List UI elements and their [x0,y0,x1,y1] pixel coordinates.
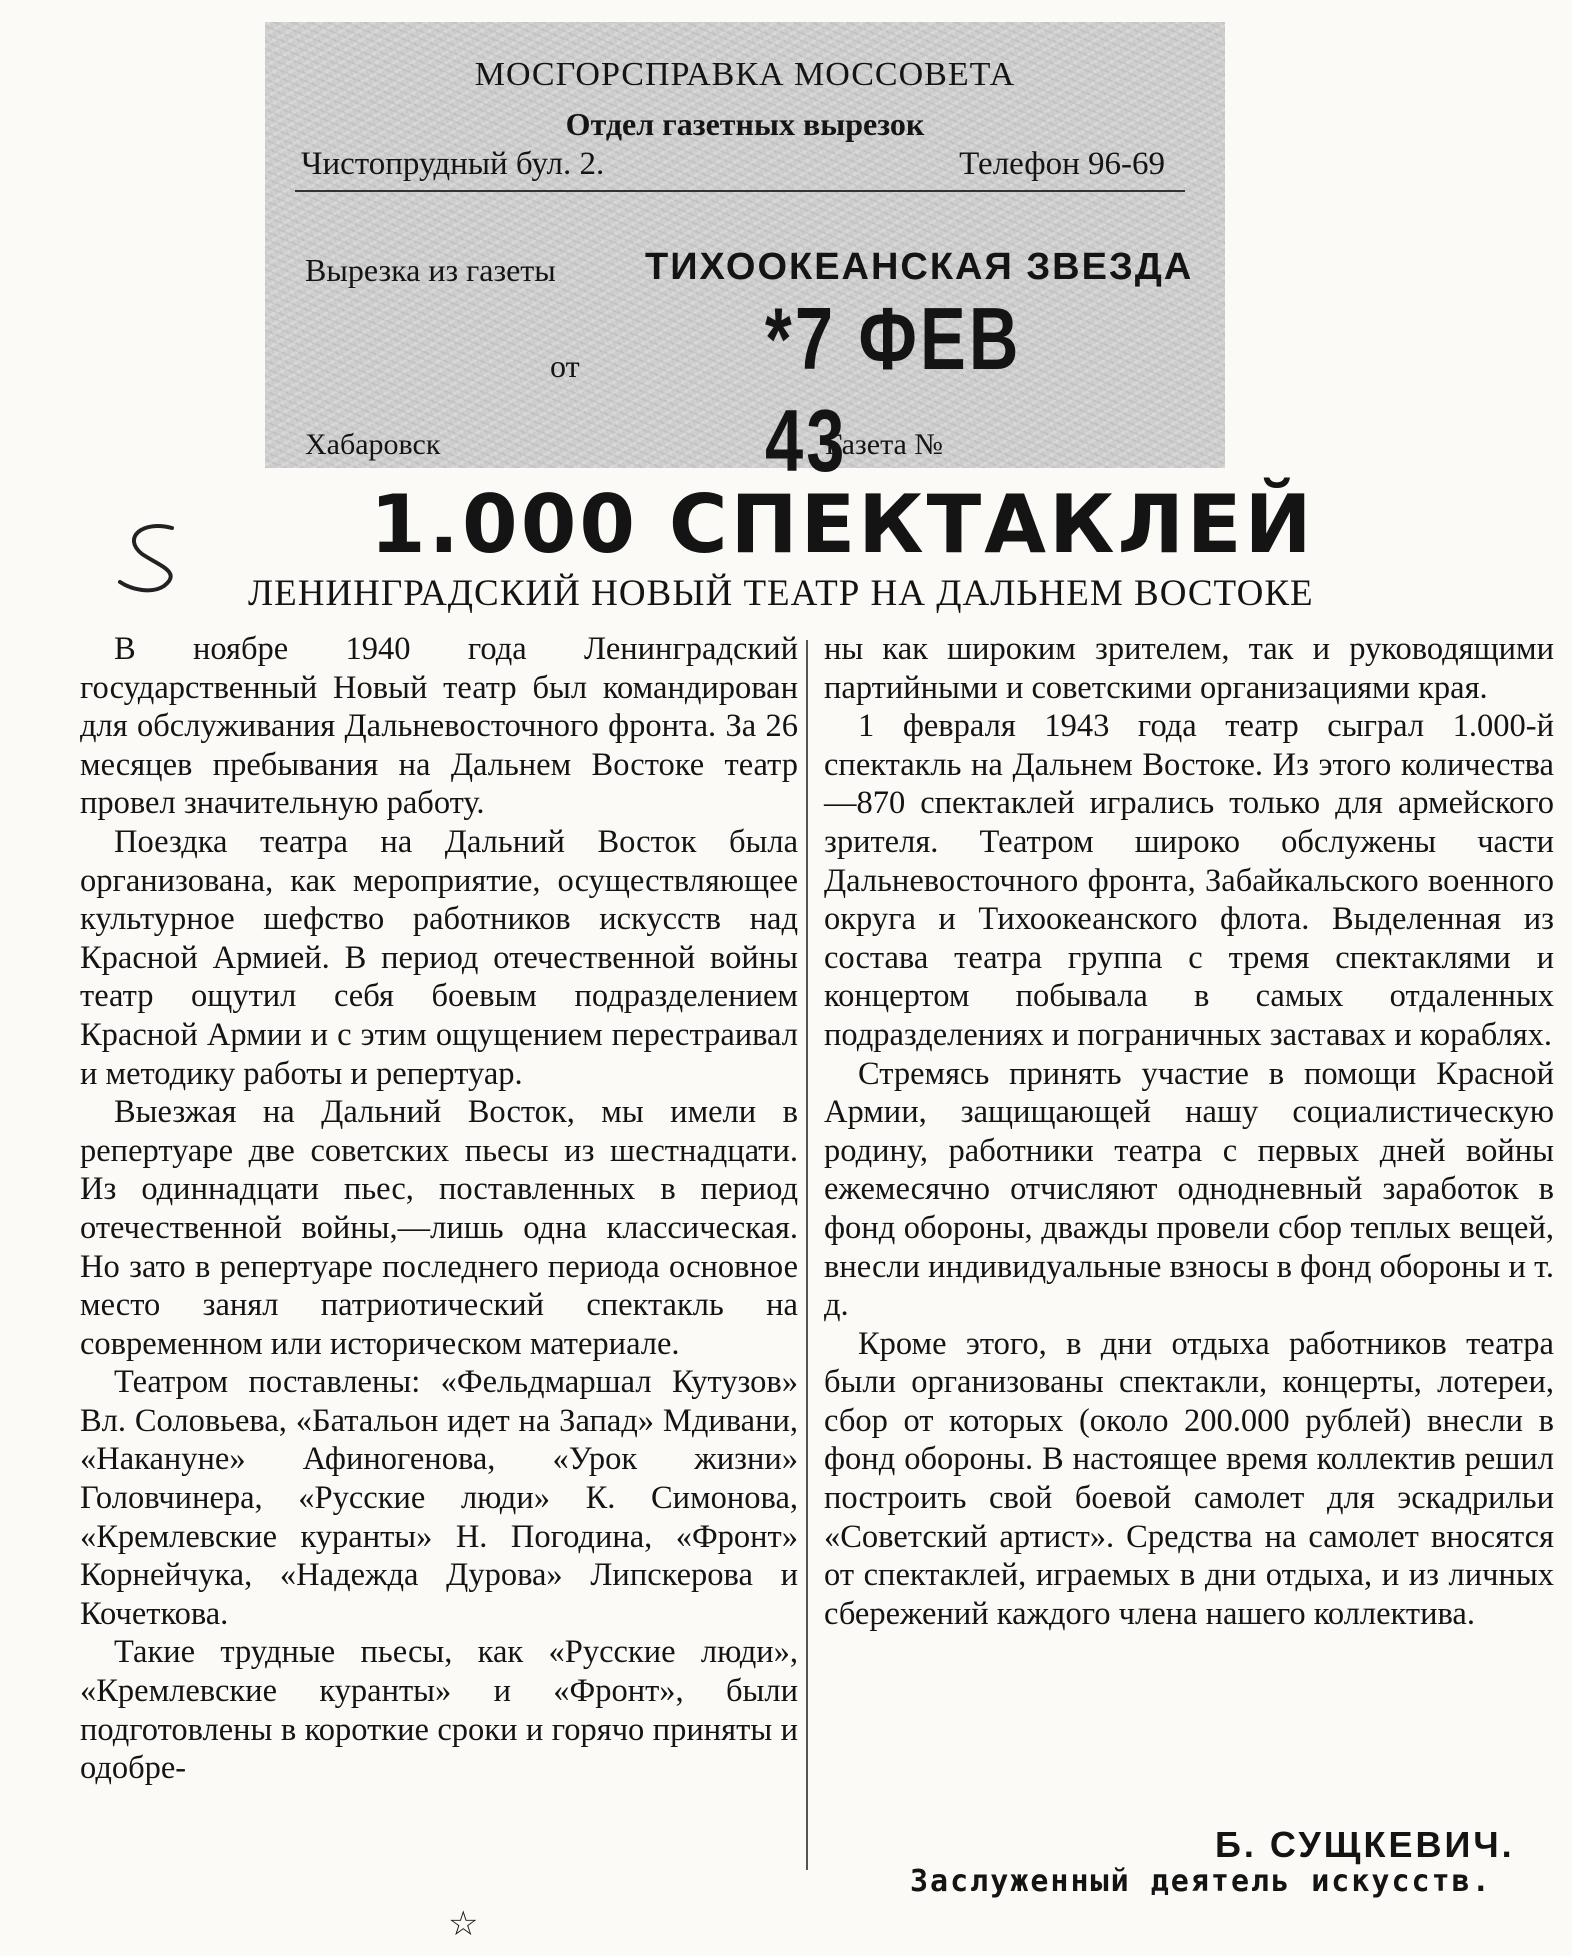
author-title: Заслуженный деятель искусств. [910,1864,1492,1899]
article-paragraph: Театром поставлены: «Фельдмаршал Кутузов» Вл. Соловьева, «Батальон идет на Запад» Мдивани, «Накануне» Афиногенова, «Урок жизни» Головчинера, «Русские люди» К. Симонова, «Кремлевские куранты» Н. Погодина, «Фронт» Корнейчука, «Надежда Дурова» Липскерова и Кочеткова. [80,1364,798,1632]
article-paragraph: Кроме этого, в дни отдыха работников театра были организованы спектакли, концерты, лотереи, сбор от которых (около 200.000 рублей) внесли в фонд обороны. В настоящее время коллектив решил построить свой боевой самолет для эскадрильи «Советский артист». Средства на самолет вносятся от спектаклей, играемых в дни отдыха, и из личных сбережений каждого члена нашего коллектива. [824,1325,1554,1632]
stamp-city: Хабаровск [305,428,441,461]
stamp-department: Отдел газетных вырезок [565,106,925,142]
article-paragraph: Выезжая на Дальний Восток, мы имели в репертуаре две советских пьесы из шестнадцати. Из одиннадцати пьес, поставленных в период отечественной войны,—лишь одна классическая. Но зато в репертуаре последнего периода основное место занял патриотический спектакль на современном или историческом материале. [80,1094,798,1362]
author-signature: Б. СУЩКЕВИЧ. [1215,1824,1515,1865]
article-paragraph: В ноябре 1940 года Ленинградский государственный Новый театр был командирован для обслуживания Дальневосточного фронта. За 26 месяцев пребывания на Дальнем Востоке театр провел значительную работу. [80,631,798,822]
star-ornament-icon: ☆ [448,1906,479,1943]
stamp-date: *7 ФЕВ 43 [765,289,1022,490]
stamp-issue-label: Газета № [825,428,943,461]
article-headline: 1.000 СПЕКТАКЛЕЙ [370,478,1315,571]
stamp-newspaper-name: ТИХООКЕАНСКАЯ ЗВЕЗДА [645,246,1194,288]
stamp-phone: Телефон 96-69 [959,146,1165,182]
article-paragraph: Стремясь принять участие в помощи Красной Армии, защищающей нашу социалистическую родину, работники театра с первых дней войны ежемесячно отчисляют однодневный заработок в фонд обороны, дважды провели сбор теплых вещей, внесли индивидуальные взносы в фонд обороны и т. д. [824,1055,1554,1324]
stamp-from-label: от [550,348,580,384]
handwritten-mark-icon [112,520,194,596]
article-subheadline: ЛЕНИНГРАДСКИЙ НОВЫЙ ТЕАТР НА ДАЛЬНЕМ ВОСТОКЕ [248,573,1314,614]
article-paragraph: Такие трудные пьесы, как «Русские люди», «Кремлевские куранты» и «Фронт», были подготовлены в короткие сроки и горячо приняты и одобре- [80,1634,798,1787]
stamp-divider [295,190,1185,192]
article-column-right [824,630,1554,1633]
stamp-organization: МОСГОРСПРАВКА МОССОВЕТА [474,56,1016,93]
article-column-left [80,630,798,1788]
article-paragraph: ны как широким зрителем, так и руководящими партийными и советскими организациями края. [824,631,1554,706]
column-divider [806,640,808,1870]
stamp-cutting-label: Вырезка из газеты [305,252,556,288]
article-paragraph: Поездка театра на Дальний Восток была организована, как мероприятие, осуществляющее культурное шефство работников искусств над Красной Армией. В период отечественной войны театр ощутил себя боевым подразделением Красной Армии и с этим ощущением перестраивал и методику работы и репертуар. [80,823,798,1092]
stamp-address: Чистопрудный бул. 2. [301,146,605,182]
article-paragraph: 1 февраля 1943 года театр сыграл 1.000-й спектакль на Дальнем Востоке. Из этого количества—870 спектаклей игрались только для армейского зрителя. Театром широко обслужены части Дальневосточного фронта, Забайкальского военного округа и Тихоокеанского флота. Выделенная из состава театра группа с тремя спектаклями и концертом побывала в самых отдаленных подразделениях и пограничных заставах и кораблях. [824,708,1554,1053]
clipping-service-stamp [265,22,1225,490]
